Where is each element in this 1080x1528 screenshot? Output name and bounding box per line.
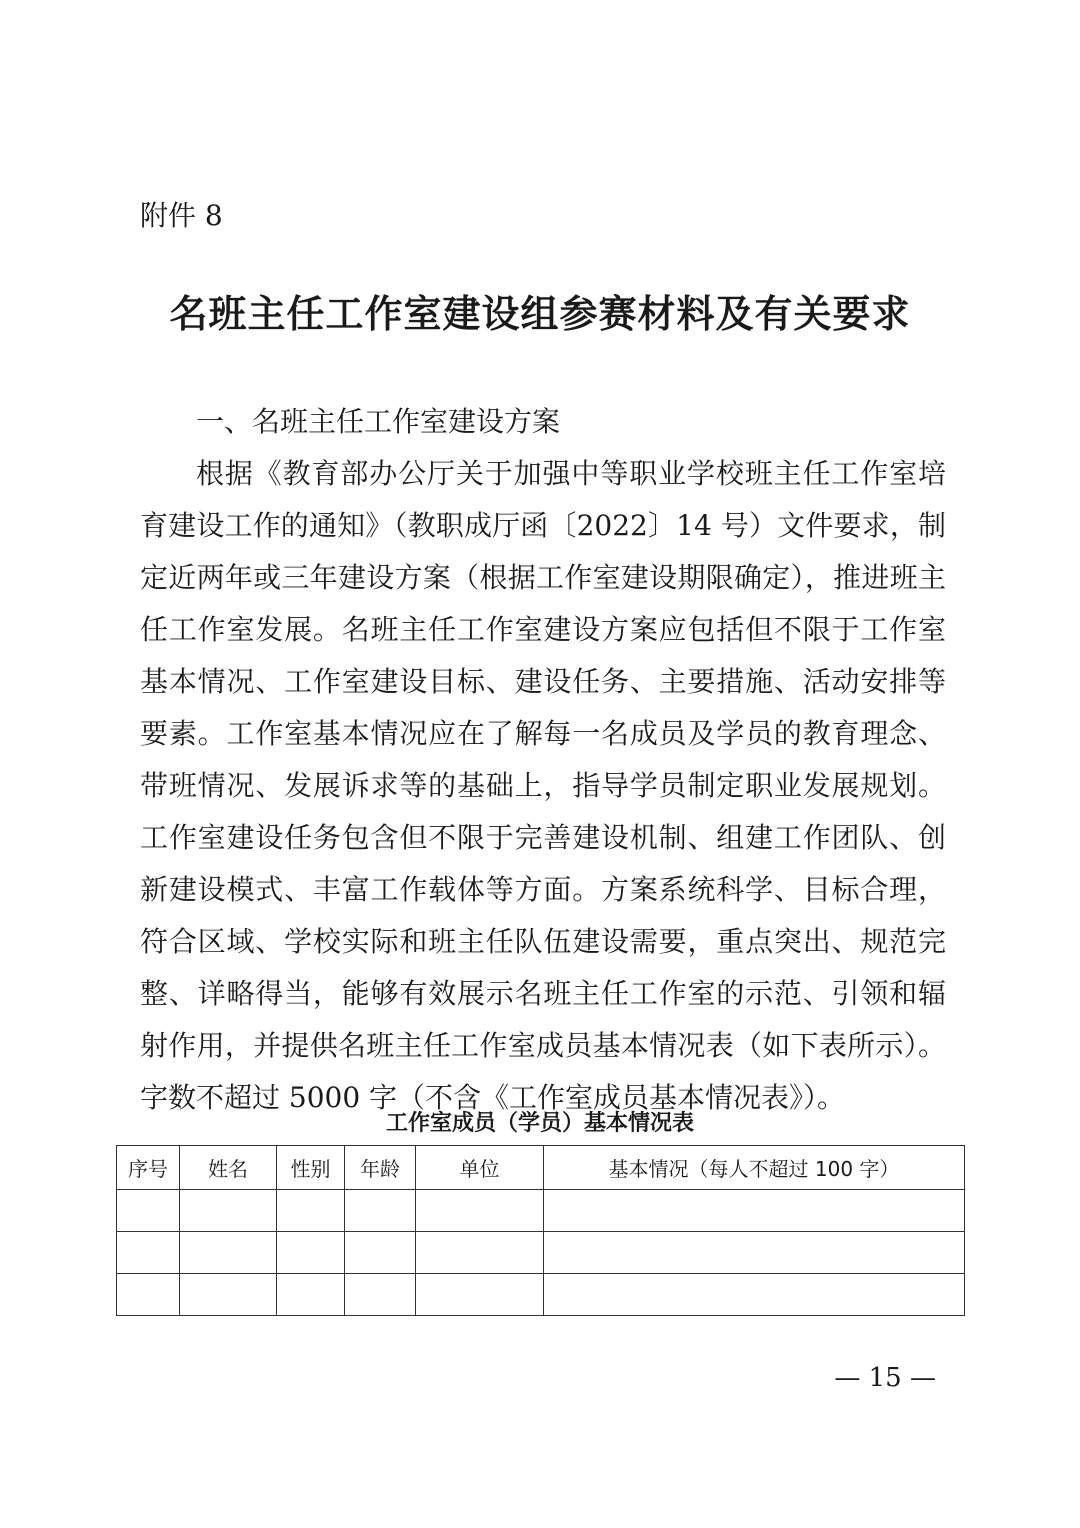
- table-row: [117, 1190, 965, 1232]
- table-cell: [544, 1190, 965, 1232]
- table-cell: [117, 1232, 180, 1274]
- table-header-row: [117, 1146, 965, 1190]
- column-header-unit: 单位: [416, 1146, 544, 1190]
- document-title: 名班主任工作室建设组参赛材料及有关要求: [169, 292, 911, 336]
- table-cell: [180, 1274, 277, 1316]
- table-row: [117, 1232, 965, 1274]
- column-header-index: 序号: [117, 1146, 180, 1190]
- table-cell: [180, 1190, 277, 1232]
- section-body-text: 根据《教育部办公厅关于加强中等职业学校班主任工作室培育建设工作的通知》（教职成厅函〔2022〕14 号）文件要求，制定近两年或三年建设方案（根据工作室建设期限确定），推进班主任工作室发展。名班主任工作室建设方案应包括但不限于工作室基本情况、工作室建设目标、建设任务、主要措施、活动安排等要素。工作室基本情况应在了解每一名成员及学员的教育理念、带班情况、发展诉求等的基础上，指导学员制定职业发展规划。工作室建设任务包含但不限于完善建设机制、组建工作团队、创新建设模式、丰富工作载体等方面。方案系统科学、目标合理，符合区域、学校实际和班主任队伍建设需要，重点突出、规范完整、详略得当，能够有效展示名班主任工作室的示范、引领和辐射作用，并提供名班主任工作室成员基本情况表（如下表所示）。字数不超过 5000 字（不含《工作室成员基本情况表》）。: [140, 457, 946, 1114]
- table-cell: [544, 1274, 965, 1316]
- table-cell: [117, 1274, 180, 1316]
- table-cell: [345, 1190, 416, 1232]
- table-cell: [277, 1232, 345, 1274]
- table-row: [117, 1274, 965, 1316]
- section-heading: 一、名班主任工作室建设方案: [196, 405, 561, 438]
- column-header-gender: 性别: [277, 1146, 345, 1190]
- column-header-basic-info: 基本情况（每人不超过 100 字）: [544, 1146, 965, 1190]
- table-cell: [345, 1274, 416, 1316]
- column-header-age: 年龄: [345, 1146, 416, 1190]
- table-cell: [277, 1190, 345, 1232]
- table-cell: [277, 1274, 345, 1316]
- table-cell: [117, 1190, 180, 1232]
- attachment-label: 附件 8: [140, 199, 223, 232]
- member-info-table: [116, 1145, 965, 1316]
- table-cell: [345, 1232, 416, 1274]
- table-title: 工作室成员（学员）基本情况表: [385, 1111, 694, 1136]
- table-cell: [544, 1232, 965, 1274]
- table-cell: [416, 1274, 544, 1316]
- page-number: — 15 —: [834, 1363, 936, 1393]
- table-cell: [416, 1190, 544, 1232]
- column-header-name: 姓名: [180, 1146, 277, 1190]
- table-cell: [180, 1232, 277, 1274]
- table-cell: [416, 1232, 544, 1274]
